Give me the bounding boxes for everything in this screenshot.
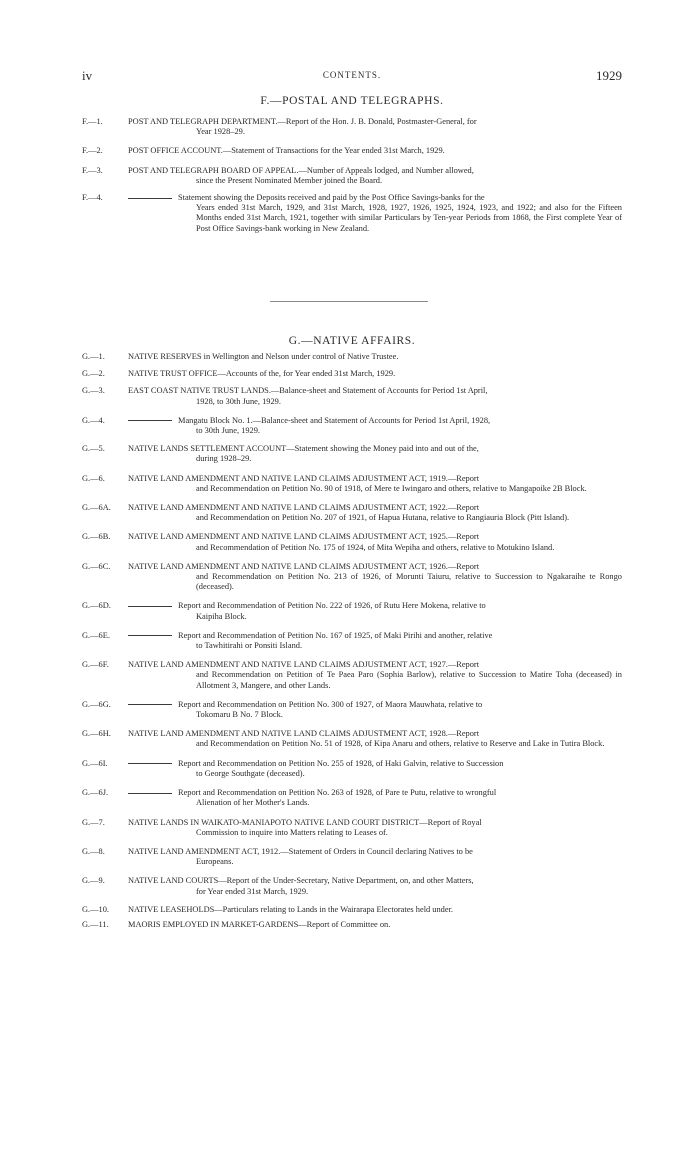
entry-first-line: NATIVE LAND AMENDMENT AND NATIVE LAND CLAIMS ADJUSTMENT ACT, 1927.—Report [128,660,480,670]
section-f-entries [82,117,622,234]
section-g-entries [82,352,622,930]
entry-first-line: NATIVE LAND AMENDMENT AND NATIVE LAND CLAIMS ADJUSTMENT ACT, 1928.—Report [128,729,480,739]
entry-first-line: NATIVE LAND AMENDMENT AND NATIVE LAND CLAIMS ADJUSTMENT ACT, 1919.—Report [128,473,480,483]
entry-continuation: and Recommendation on Petition of Te Paea Paro (Sophia Barlow), relative to Succession to Matire Toha (deceased) in Allotment 3, Mangere, and other Lands. [196,670,622,690]
entry-code: G.—10. [82,904,109,914]
entry-description [128,503,622,523]
entry-first-line: NATIVE LANDS IN WAIKATO-MANIAPOTO NATIVE LAND COURT DISTRICT—Report of Royal [128,817,482,827]
section-divider [270,301,428,302]
entry-first-line: Report and Recommendation on Petition No. 255 of 1928, of Haki Galvin, relative to Succession [178,758,504,768]
ditto-dash [128,606,172,607]
contents-entry [82,847,622,867]
contents-entry [82,386,622,406]
entry-description [128,876,622,896]
entry-code: G.—8. [82,846,105,856]
entry-continuation: Commission to inquire into Matters relating to Leases of. [196,827,388,837]
section-title-f: F.—POSTAL AND TELEGRAPHS. [260,95,444,107]
page-header [82,68,622,86]
entry-first-line: NATIVE LAND AMENDMENT AND NATIVE LAND CLAIMS ADJUSTMENT ACT, 1926.—Report [128,561,480,571]
contents-entry [82,444,622,464]
entry-description [128,416,622,436]
entry-description [128,474,622,494]
entry-continuation: and Recommendation on Petition No. 51 of 1928, of Kipa Anaru and others, relative to Reserve and Lake in Tutira Block. [196,739,605,749]
entry-description [128,562,622,593]
entry-description [128,193,622,234]
contents-entry [82,416,622,436]
contents-entry [82,631,622,651]
entry-description [128,386,622,406]
entry-first-line: NATIVE LEASEHOLDS—Particulars relating to Lands in the Wairarapa Electorates held under. [128,904,454,914]
entry-code: G.—7. [82,817,105,827]
entry-description [128,788,622,808]
entry-description [128,920,622,930]
entry-first-line: NATIVE LAND COURTS—Report of the Under-Secretary, Native Department, on, and other Matters, [128,876,474,886]
entry-continuation: and Recommendation on Petition No. 213 of 1926, of Morunti Taiuru, relative to Succession to Ngakaraihe te Rongo (deceased). [196,572,622,592]
entry-description [128,905,622,915]
section-title-g: G.—NATIVE AFFAIRS. [288,335,416,347]
contents-entry [82,474,622,494]
entry-first-line: POST AND TELEGRAPH BOARD OF APPEAL.—Number of Appeals lodged, and Number allowed, [128,165,474,175]
entry-continuation: Alienation of her Mother's Lands. [196,798,310,808]
contents-entry [82,818,622,838]
contents-entry [82,369,622,379]
entry-description [128,352,622,362]
entry-first-line: Mangatu Block No. 1.—Balance-sheet and Statement of Accounts for Period 1st April, 1928, [178,415,491,425]
entry-code: G.—6C. [82,561,111,571]
contents-entry [82,759,622,779]
contents-entry [82,905,622,915]
entry-description [128,117,622,137]
entry-code: G.—6D. [82,601,111,611]
entry-continuation: Tokomaru B No. 7 Block. [196,710,283,720]
entry-code: G.—6F. [82,660,109,670]
contents-entry [82,352,622,362]
contents-entry [82,729,622,749]
entry-code: G.—2. [82,369,105,379]
entry-code: G.—6E. [82,630,110,640]
entry-first-line: NATIVE TRUST OFFICE—Accounts of the, for Year ended 31st March, 1929. [128,369,396,379]
entry-first-line: Report and Recommendation on Petition No. 300 of 1927, of Maora Mauwhata, relative to [178,699,483,709]
contents-entry [82,117,622,137]
entry-code: G.—6I. [82,758,108,768]
entry-code: G.—6H. [82,729,111,739]
contents-entry [82,532,622,552]
entry-continuation: and Recommendation of Petition No. 175 of 1924, of Mita Wepiha and others, relative to Motukino Island. [196,542,555,552]
entry-description [128,759,622,779]
entry-first-line: Statement showing the Deposits received and paid by the Post Office Savings-banks for the [178,193,485,203]
entry-code: G.—4. [82,415,105,425]
entry-continuation: Year 1928–29. [196,127,245,137]
entry-continuation: during 1928–29. [196,454,252,464]
entry-code: G.—9. [82,876,105,886]
entry-continuation: Europeans. [196,857,234,867]
entry-continuation: to George Southgate (deceased). [196,768,305,778]
entry-description [128,601,622,621]
entry-first-line: EAST COAST NATIVE TRUST LANDS.—Balance-sheet and Statement of Accounts for Period 1st April, [128,386,488,396]
running-title: CONTENTS. [322,70,382,80]
entry-continuation: and Recommendation on Petition No. 90 of 1918, of Mere te Iwingaro and others, relative to Mangapoike 2B Block. [196,483,587,493]
page-number-roman: iv [82,68,93,83]
ditto-dash [128,635,172,636]
entry-description [128,729,622,749]
entry-description [128,444,622,464]
entry-continuation: Kaipiha Block. [196,611,247,621]
entry-first-line: NATIVE LAND AMENDMENT AND NATIVE LAND CLAIMS ADJUSTMENT ACT, 1922.—Report [128,503,480,513]
ditto-dash [128,793,172,794]
entry-continuation: for Year ended 31st March, 1929. [196,886,309,896]
entry-first-line: POST OFFICE ACCOUNT.—Statement of Transactions for the Year ended 31st March, 1929. [128,146,445,156]
ditto-dash [128,763,172,764]
ditto-dash [128,198,172,199]
entry-code: F.—3. [82,165,103,175]
contents-entry [82,876,622,896]
entry-code: G.—1. [82,352,105,361]
entry-continuation: to 30th June, 1929. [196,426,260,436]
year-label: 1929 [596,68,622,83]
contents-entry [82,146,622,156]
entry-first-line: Report and Recommendation on Petition No. 263 of 1928, of Pare te Putu, relative to wrongful [178,788,497,798]
contents-entry [82,193,622,234]
contents-entry [82,166,622,186]
entry-description [128,660,622,691]
entry-description [128,700,622,720]
entry-code: G.—11. [82,919,109,929]
entry-continuation: Years ended 31st March, 1929, and 31st March, 1928, 1927, 1926, 1925, 1924, 1923, and 1922; and also for the Fifteen Months ended 31st March, 1921, together with similar Particulars by Ten-year Periods from 1868, the First complete Year of Post Office Savings-bank working in New Zealand. [196,203,622,233]
entry-continuation: and Recommendation on Petition No. 207 of 1921, of Hapua Hutana, relative to Rangiauria Block (Pitt Island). [196,513,570,523]
entry-code: G.—6B. [82,532,111,542]
entry-first-line: NATIVE RESERVES in Wellington and Nelson under control of Native Trustee. [128,352,399,361]
contents-entry [82,788,622,808]
entry-description [128,818,622,838]
entry-code: G.—6. [82,473,105,483]
entry-code: G.—3. [82,386,105,396]
entry-first-line: NATIVE LAND AMENDMENT ACT, 1912.—Statement of Orders in Council declaring Natives to be [128,846,473,856]
contents-entry [82,601,622,621]
ditto-dash [128,704,172,705]
entry-first-line: Report and Recommendation of Petition No. 167 of 1925, of Maki Pirihi and another, relative [178,630,493,640]
entry-first-line: MAORIS EMPLOYED IN MARKET-GARDENS—Report of Committee on. [128,919,391,929]
entry-continuation: 1928, to 30th June, 1929. [196,396,281,406]
entry-code: F.—2. [82,146,103,156]
entry-description [128,532,622,552]
entry-code: G.—6A. [82,503,111,513]
contents-entry [82,700,622,720]
entry-code: G.—6G. [82,699,111,709]
entry-continuation: to Tawhitirahi or Ponsiti Island. [196,641,303,651]
entry-description [128,146,622,156]
entry-description [128,166,622,186]
entry-description [128,369,622,379]
ditto-dash [128,420,172,421]
contents-entry [82,660,622,691]
entry-code: F.—1. [82,117,103,126]
entry-first-line: POST AND TELEGRAPH DEPARTMENT.—Report of the Hon. J. B. Donald, Postmaster-General, for [128,117,477,126]
entry-first-line: NATIVE LANDS SETTLEMENT ACCOUNT—Statement showing the Money paid into and out of the, [128,444,479,454]
contents-entry [82,503,622,523]
entry-code: F.—4. [82,193,103,203]
contents-entry [82,562,622,593]
entry-first-line: Report and Recommendation of Petition No. 222 of 1926, of Rutu Here Mokena, relative to [178,601,486,611]
entry-continuation: since the Present Nominated Member joined the Board. [196,175,383,185]
entry-code: G.—5. [82,444,105,454]
contents-entry [82,920,622,930]
entry-description [128,631,622,651]
entry-code: G.—6J. [82,788,109,798]
entry-description [128,847,622,867]
entry-first-line: NATIVE LAND AMENDMENT AND NATIVE LAND CLAIMS ADJUSTMENT ACT, 1925.—Report [128,532,480,542]
